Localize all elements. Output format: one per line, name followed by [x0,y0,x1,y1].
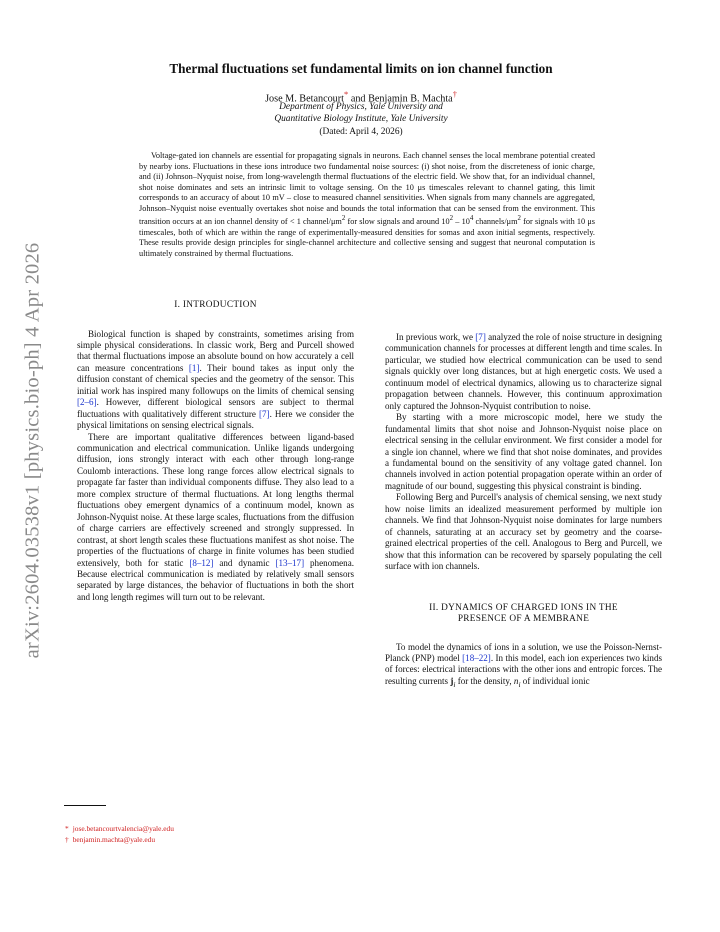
math-subscript: i [453,679,456,689]
email-link[interactable]: benjamin.machta@yale.edu [72,834,156,844]
citation-link[interactable]: [13–17] [275,557,305,568]
email-link[interactable]: jose.betancourtvalencia@yale.edu [72,824,174,833]
abstract-text: μ [330,217,336,227]
paragraph [385,332,662,412]
abstract-text: channels/ [473,217,507,227]
section-heading-introduction: I. INTRODUCTION [174,300,257,310]
author-name: Benjamin B. Machta [368,93,453,105]
paragraph [77,432,354,604]
column-right [385,332,662,690]
affiliation-line: Department of Physics, Yale University and [279,102,443,112]
affiliation-line: Quantitative Biology Institute, Yale University [274,114,448,125]
author-name: Jose M. Betancourt [265,93,345,105]
abstract-superscript: 4 [469,215,474,223]
citation-link[interactable]: [7] [475,332,486,342]
paragraph: Following Berg and Purcell's analysis of chemical sensing, we next study how noise limits an idealized measurement performed by multiple ion channels. We find that Johnson-Nyquist noise dominates for large numbers of channels, saturating at an accuracy set by geometry and the coarse-grained electrical properties of the cell. Analogous to Berg and Purcell, we show that this information can be recovered by sparsely populating the cell surface with ion channels. [385,492,662,572]
abstract-text: s timescales relevant to channel gating, this limit corresponds to an accuracy of about 10 mV – close to measured channel sensitivities. When signals from many channels are aggregated, Johnson–Nyquist noise eventually overtakes shot noise and bounds the total information that can be sensed from the environment. This transition occurs at an ion channel density of < 1 channel/ [139,182,595,227]
paragraph [77,329,354,432]
footnote [65,824,355,835]
paragraph-text: To model the dynamics of ions in a solution, we use the Poisson-Nernst-Planck (PNP) model [385,641,662,663]
footnotes [65,824,355,845]
paragraph: By starting with a more microscopic model, here we study the fundamental limits that shot noise and Johnson-Nyquist noise place on electrical sensing in the cellular environment. We first consider a model for a single ion channel, where we find that shot noise dominates, and provides a fundamental bound on the sensitivity of any voltage gated channel. Ion channels involved in action potential propagation operate within an order of magnitude of our bound, suggesting this physical constraint is binding. [385,412,662,491]
abstract [139,151,595,259]
abstract-text: Voltage-gated ion channels are essential for propagating signals in neurons. Each channel senses the local membrane potential created by nearby ions. Fluctuations in these ions introduce two fundamental noise sources: (i) shot noise, from the discreteness of ionic charge, and (ii) Johnson–Nyquist noise, from long-wavelength thermal fluctuations of the electric field. We show that, for an individual channel, shot noise dominates and sets an intrinsic limit to voltage sensing. On the 10 [139,151,595,192]
math-symbol: j [450,675,454,686]
paragraph-text: of individual ionic [520,675,590,686]
abstract-text: μ [417,182,423,192]
column-left [77,300,354,603]
date-line: (Dated: April 4, 2026) [319,126,403,137]
paragraph [385,642,662,691]
abstract-text: m [511,217,518,227]
citation-link[interactable]: [2–6] [77,397,97,408]
abstract-text: μ [587,217,592,227]
paragraph-text: . Here we consider the physical limitations on sensing electrical signals. [77,408,354,431]
paragraph-text: There are important qualitative differences between ligand-based communication and electrical communication. Unlike ligands undergoing diffusion, ions strongly interact with each other through long-range Coulomb interactions. These long range forces allow electrical signals to propagate far faster than individual components diffuse. They also lead to a more complex structure of thermal fluctuations. At long lengths thermal fluctuations obey emergent dynamics of a continuum model, known as Johnson-Nyquist noise. At these large scales, fluctuations from the diffusion of charge carriers are effectively screened and strongly suppressed. In contrast, at short length scales these fluctuations manifest as shot noise. The properties of the fluctuations of charge in finite volumes has been studied extensively, both for static [77,431,354,568]
paragraph-text: In previous work, we [396,332,476,342]
paragraph-text: and dynamic [213,557,276,568]
section-heading-dynamics [385,603,662,626]
author-footnote-mark[interactable]: * [344,89,349,99]
paragraph-text: analyzed the role of noise structure in designing communication channels for processes at different length and time scales. In particular, we studied how electrical communication can be used to send signals quickly over long distances, but at high energetic costs. We used a continuum model of electrical dynamics, allowing us to characterize signal propagation between channels. However, this continuum approximation only captured the Johnson-Nyquist contribution to noise. [385,332,662,411]
paragraph-text: phenomena. Because electrical communication is mediated by relatively small sensors separated by large distances, the behavior of fluctuations in both the short and long length regimes will turn out to be relevant. [77,557,354,602]
author-footnote-mark[interactable]: † [452,89,457,99]
citation-link[interactable]: [7] [259,408,270,419]
abstract-text: for signals with 10 [520,217,588,227]
section-heading-line: II. DYNAMICS OF CHARGED IONS IN THE [429,602,618,613]
abstract-text: m [335,217,342,227]
affiliation-block [110,101,612,138]
abstract-superscript: 2 [449,215,454,223]
arxiv-identifier: arXiv:2604.03538v1 [physics.bio-ph] 4 Apr 2026 [21,242,44,658]
abstract-superscript: 2 [517,215,521,223]
citation-link[interactable]: [1] [188,362,200,373]
paragraph-text: for the density, [455,675,514,686]
math-symbol: n [513,675,519,686]
abstract-text: μ [506,217,512,227]
abstract-text: s timescales, both of which are within the range of experimentally-measured densities for somas and axon initial segments, respectively. These results provide design principles for single-channel architecture and collective sensing and suggest that neuronal computation is ultimately constrained by thermal fluctuations. [139,217,596,258]
citation-link[interactable]: [18–22] [462,652,491,663]
abstract-text: – 10 [453,217,470,227]
paragraph-text: . In this model, each ion experiences two kinds of forces: electrical interactions with the other ions and entropic forces. The resulting currents [385,652,662,686]
abstract-superscript: 2 [341,215,346,223]
author-conjunction: and [348,93,369,105]
abstract-text: for slow signals and around 10 [345,217,450,227]
arxiv-sidebar [8,200,58,700]
paper-title: Thermal fluctuations set fundamental limits on ion channel function [169,61,553,76]
footnote-rule [64,805,106,806]
footnote-mark: * [65,824,69,833]
math-subscript: i [518,679,521,689]
paragraph-text: . However, different biological sensors are subject to thermal fluctuations with qualitatively different structure [77,397,354,419]
paragraph-text: . Their bound takes as input only the diffusion constant of chemical species and the geometry of the sensor. This initial work has inspired many followups on the limits of chemical sensing [77,362,355,396]
footnote [65,835,355,846]
paragraph-text: Biological function is shaped by constraints, sometimes arising from simple physical considerations. In classic work, Berg and Purcell showed that thermal fluctuations impose an absolute bound on how accurately a cell can measure concentrations [77,328,354,373]
footnote-mark: † [65,834,69,844]
section-heading-line: PRESENCE OF A MEMBRANE [457,614,590,625]
citation-link[interactable]: [8–12] [189,557,214,568]
